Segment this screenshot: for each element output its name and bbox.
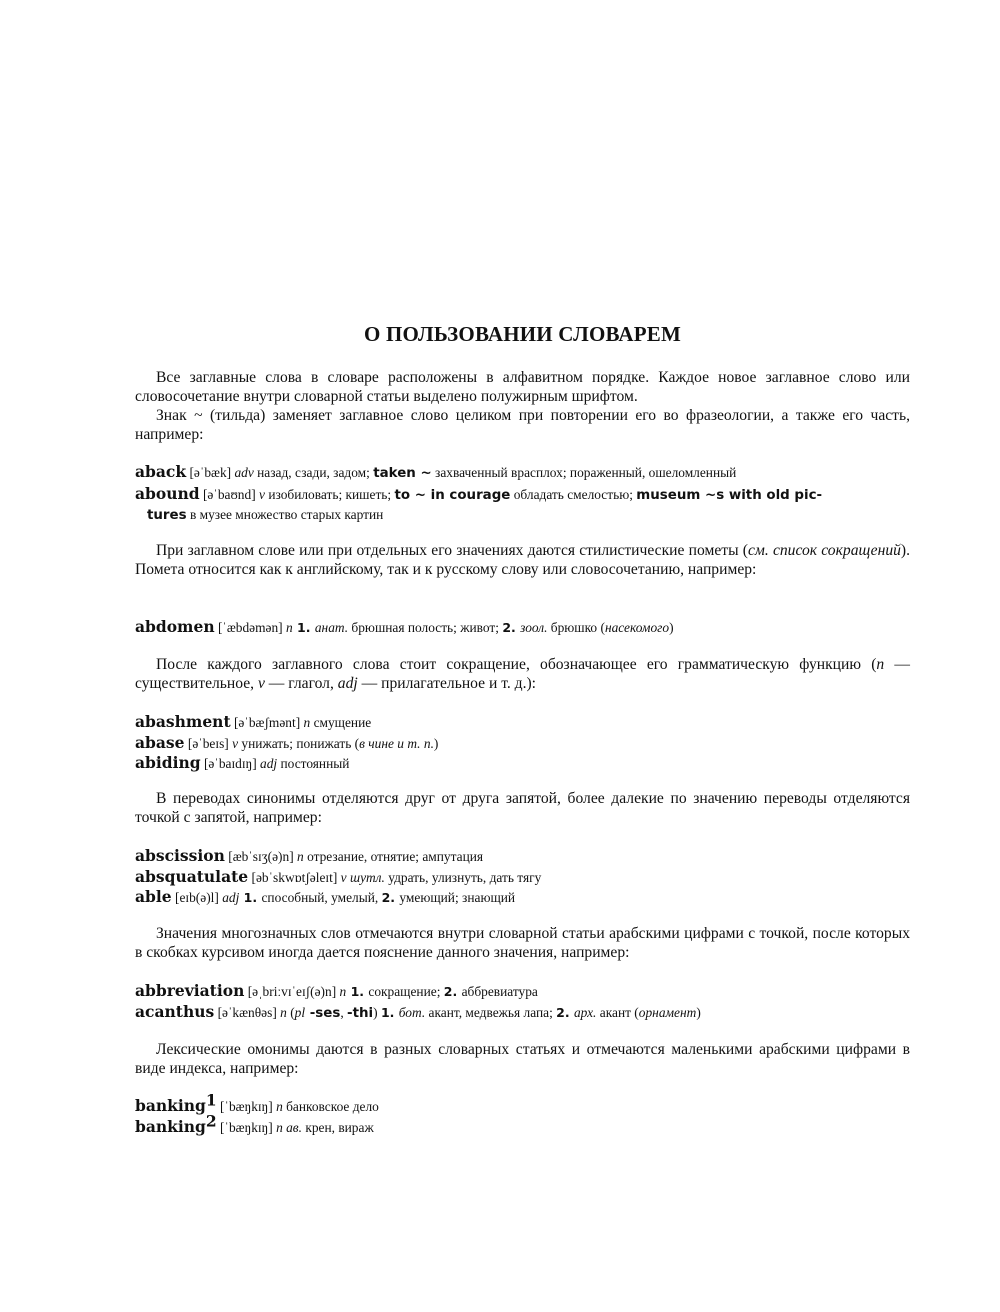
pronunciation: [ˈbæŋkɪŋ] bbox=[216, 1119, 277, 1135]
pronunciation: [eɪb(ə)l] bbox=[171, 890, 223, 905]
entry-abashment bbox=[135, 712, 925, 733]
sense-number: 2. bbox=[502, 620, 521, 635]
translation: акант, медвежья лапа; bbox=[425, 1004, 557, 1020]
paragraph-homonyms: Лексические омонимы даются в разных словарных статьях и отмечаются маленькими арабскими цифрами в виде индекса, например: bbox=[135, 1041, 910, 1077]
translation: назад, сзади, задом; bbox=[253, 465, 374, 480]
pronunciation: [əˈbaɪdɪŋ] bbox=[200, 756, 261, 771]
part-of-speech: v bbox=[232, 735, 239, 751]
headword: abbreviation bbox=[135, 981, 245, 1000]
part-of-speech: n bbox=[286, 620, 293, 635]
pronunciation: [əˈbæʃmənt] bbox=[230, 715, 304, 730]
sense-number: 1. bbox=[239, 890, 262, 905]
plural-label: pl bbox=[294, 1004, 306, 1020]
headword: banking bbox=[135, 1096, 206, 1115]
translation: акант ( bbox=[596, 1004, 639, 1020]
entry-abscission bbox=[135, 846, 925, 867]
examples-grammar bbox=[135, 712, 925, 774]
headword: abase bbox=[135, 732, 185, 752]
page-title: О ПОЛЬЗОВАНИИ СЛОВАРЕМ bbox=[364, 322, 681, 346]
sense-number: 2. bbox=[556, 1004, 574, 1020]
abbreviation: adj bbox=[337, 675, 358, 692]
translation: ) bbox=[696, 1004, 701, 1020]
pronunciation: [əˈbæk] bbox=[186, 465, 235, 480]
pronunciation: [əˈkænθəs] bbox=[214, 1004, 281, 1020]
separator: , bbox=[340, 1004, 348, 1020]
entry-abiding bbox=[135, 753, 925, 774]
headword: absquatulate bbox=[135, 866, 249, 886]
explanation: орнамент bbox=[638, 1004, 697, 1020]
entry-acanthus bbox=[135, 1002, 925, 1024]
pronunciation: [əˈbeɪs] bbox=[184, 735, 233, 751]
entry-banking-2 bbox=[135, 1111, 925, 1138]
paragraph-synonyms: В переводах синонимы отделяются друг от друга запятой, более далекие по значению переводы отделяются точкой с запятой, например: bbox=[135, 790, 910, 826]
headword: abiding bbox=[135, 753, 201, 772]
homonym-index: 2 bbox=[205, 1111, 217, 1131]
part-of-speech: n ав. bbox=[276, 1119, 302, 1135]
abbreviation: n bbox=[876, 656, 885, 673]
entry-abound bbox=[135, 484, 925, 526]
part-of-speech: n bbox=[297, 849, 304, 864]
headword: abashment bbox=[135, 712, 231, 731]
part-of-speech: adj bbox=[260, 756, 278, 771]
examples-synonyms bbox=[135, 846, 925, 908]
translation: обладать смелостью; bbox=[510, 486, 637, 502]
part-of-speech: v шутл. bbox=[340, 869, 385, 885]
translation: в музее множество старых картин bbox=[186, 507, 384, 522]
explanation: в чине и т. п. bbox=[359, 735, 434, 751]
text: При заглавном слове или при отдельных его значениях даются стилистические пометы ( bbox=[156, 542, 748, 559]
translation: ) bbox=[669, 620, 674, 635]
translation: удрать, улизнуть, дать тягу bbox=[384, 869, 542, 885]
entry-abdomen bbox=[135, 617, 925, 638]
sense-number: 1. bbox=[380, 1004, 399, 1020]
part-of-speech: adj bbox=[222, 890, 240, 905]
examples-polysemy bbox=[135, 981, 925, 1023]
translation: отрезание, отнятие; ампутация bbox=[303, 849, 484, 864]
plural-form: -ses bbox=[305, 1005, 341, 1021]
entry-abase bbox=[135, 733, 925, 754]
style-label: бот. bbox=[398, 1004, 426, 1020]
text: — глагол, bbox=[264, 675, 338, 692]
translation: крен, вираж bbox=[301, 1119, 374, 1135]
style-label: анат. bbox=[314, 620, 349, 635]
text: — существительное, bbox=[135, 656, 910, 692]
explanation: насекомого bbox=[604, 620, 670, 635]
translation: брюшко ( bbox=[547, 620, 605, 635]
translation: захваченный врасплох; пораженный, ошеломленный bbox=[431, 465, 737, 480]
entry-aback bbox=[135, 462, 925, 484]
pronunciation: [əˈbaʊnd] bbox=[199, 486, 260, 502]
pronunciation: [əˌbriːvɪˈeɪʃ(ə)n] bbox=[244, 984, 340, 999]
phrase: to ~ in courage bbox=[394, 487, 511, 503]
pronunciation: [ˈæbdəmən] bbox=[214, 620, 286, 635]
translation: изобиловать; кишеть; bbox=[264, 486, 395, 502]
pronunciation: [æbˈsɪʒ(ə)n] bbox=[224, 849, 298, 864]
translation: умеющий; знающий bbox=[399, 890, 516, 905]
headword: abound bbox=[135, 483, 200, 503]
abbreviation: v bbox=[257, 675, 265, 692]
pronunciation: [ˈbæŋkɪŋ] bbox=[216, 1099, 277, 1114]
headword: abscission bbox=[135, 846, 225, 865]
homonym-index: 1 bbox=[205, 1090, 217, 1110]
text: — прилагательное и т. д.): bbox=[357, 675, 537, 692]
phrase: museum ~s with old pic- bbox=[636, 487, 823, 503]
part-of-speech: adv bbox=[234, 465, 254, 480]
sense-number: 1. bbox=[292, 620, 315, 635]
headword: aback bbox=[135, 462, 187, 481]
translation: унижать; понижать ( bbox=[238, 735, 360, 751]
translation: банковское дело bbox=[282, 1099, 379, 1114]
part-of-speech: n bbox=[280, 1004, 287, 1020]
headword: banking bbox=[135, 1116, 206, 1136]
paragraph-tilde: Знак ~ (тильда) заменяет заглавное слово целиком при повторении его во фразеологии, а также его часть, например: bbox=[135, 407, 910, 443]
phrase: tures bbox=[147, 508, 187, 523]
paragraph-alphabetical-order: Все заглавные слова в словаре расположены в алфавитном порядке. Каждое новое заглавное слово или словосочетание внутри словарной статьи выделено полужирным шрифтом. bbox=[135, 369, 910, 405]
part-of-speech: n bbox=[303, 715, 311, 730]
style-label: арх. bbox=[573, 1004, 597, 1020]
plural-form: -thi bbox=[347, 1005, 374, 1021]
phrase: taken ~ bbox=[373, 466, 432, 481]
headword: acanthus bbox=[135, 1001, 215, 1021]
paragraph-style-labels bbox=[135, 541, 910, 579]
sense-number: 2. bbox=[443, 984, 462, 999]
text: После каждого заглавного слова стоит сокращение, обозначающее его грамматическую функцию ( bbox=[156, 656, 877, 673]
entry-absquatulate bbox=[135, 867, 925, 888]
text: ). Помета относится как к английскому, так и к русскому слову или словосочетанию, например: bbox=[135, 542, 911, 578]
sense-number: 2. bbox=[381, 890, 400, 905]
translation: аббревиатура bbox=[461, 984, 538, 999]
pronunciation: [əbˈskwɒtʃəleɪt] bbox=[248, 869, 341, 885]
part-of-speech: n bbox=[276, 1099, 283, 1114]
part-of-speech: n bbox=[339, 984, 347, 999]
examples-tilde bbox=[135, 462, 925, 526]
separator: ) bbox=[373, 1004, 381, 1020]
translation: постоянный bbox=[277, 756, 350, 771]
headword: able bbox=[135, 887, 172, 906]
paragraph-polysemy: Значения многозначных слов отмечаются внутри словарной статьи арабскими цифрами с точкой, после которых в скобках курсивом иногда дается пояснение данного значения, например: bbox=[135, 925, 910, 961]
cross-reference: см. список сокращений bbox=[747, 542, 901, 559]
part-of-speech: v bbox=[259, 486, 265, 502]
entry-abbreviation bbox=[135, 981, 925, 1002]
headword: abdomen bbox=[135, 617, 215, 636]
translation: способный, умелый, bbox=[261, 890, 382, 905]
entry-banking-1 bbox=[135, 1090, 925, 1117]
translation: брюшная полость; живот; bbox=[348, 620, 503, 635]
examples-homonyms bbox=[135, 1090, 925, 1137]
translation: сокращение; bbox=[368, 984, 444, 999]
entry-able bbox=[135, 887, 925, 908]
sense-number: 1. bbox=[346, 984, 369, 999]
translation: смущение bbox=[310, 715, 372, 730]
examples-style-labels bbox=[135, 617, 925, 638]
paragraph-grammar bbox=[135, 655, 910, 693]
translation: ) bbox=[433, 735, 439, 751]
translation: ( bbox=[286, 1004, 295, 1020]
style-label: зоол. bbox=[520, 620, 548, 635]
